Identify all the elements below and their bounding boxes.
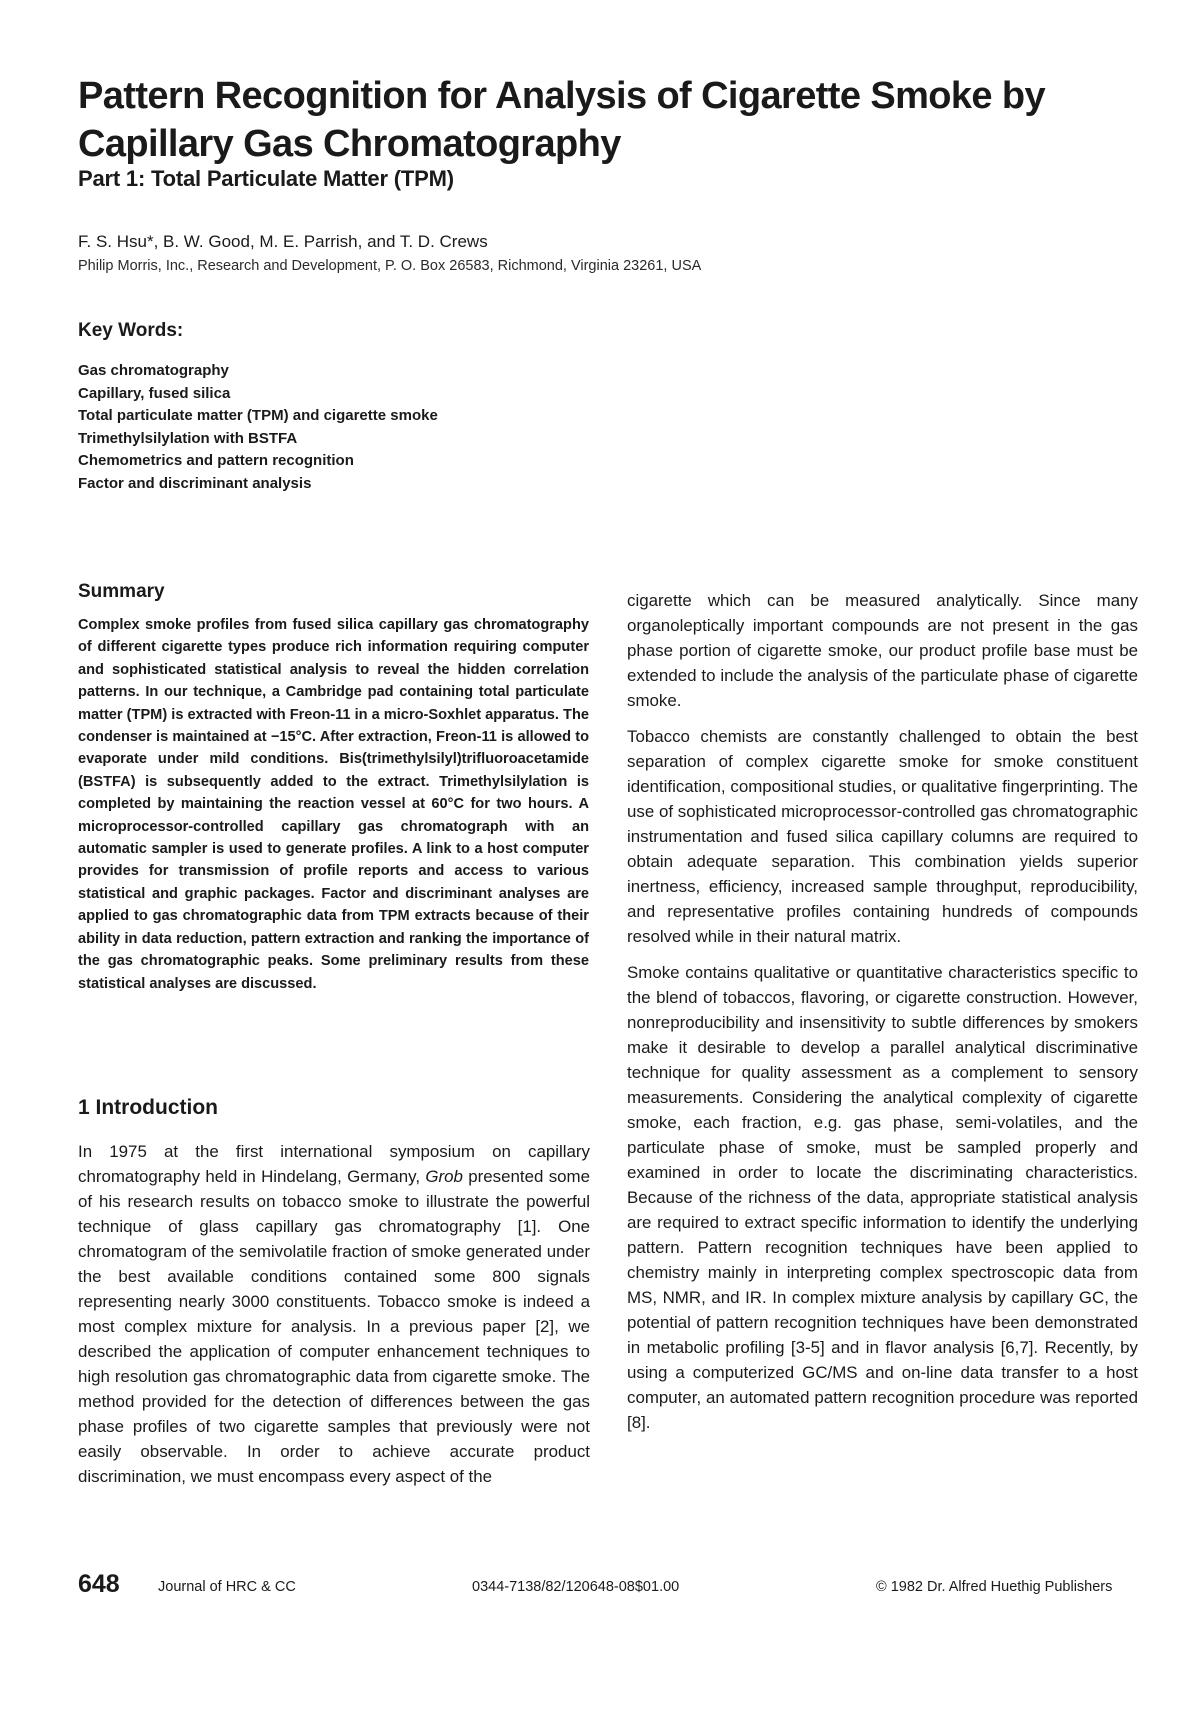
keywords-heading: Key Words: bbox=[78, 320, 184, 341]
affiliation: Philip Morris, Inc., Research and Development, P. O. Box 26583, Richmond, Virginia 23261, USA bbox=[78, 258, 702, 274]
article-code: 0344-7138/82/120648-08$01.00 bbox=[472, 1579, 680, 1595]
keyword-item: Capillary, fused silica bbox=[78, 384, 231, 402]
right-column bbox=[627, 588, 1138, 1446]
keywords-list bbox=[78, 360, 438, 496]
introduction-heading: 1 Introduction bbox=[78, 1096, 218, 1119]
right-column-paragraph: Tobacco chemists are constantly challenged to obtain the best separation of complex cigarette smoke for smoke constituent identification, compositional studies, or qualitative fingerprinting. The use of sophisticated microprocessor-controlled gas chromatographic instrumentation and fused silica capillary columns are required to obtain adequate separation. This combination yields superior inertness, efficiency, increased sample throughput, reproducibility, and representative profiles containing hundreds of compounds resolved while in their natural matrix. bbox=[627, 727, 1138, 946]
keyword-item: Total particulate matter (TPM) and cigarette smoke bbox=[78, 407, 438, 425]
intro-text-part: In 1975 at the first international symposium on capillary chromatography held in Hindelang, Germany, bbox=[78, 1142, 590, 1186]
article-subtitle: Part 1: Total Particulate Matter (TPM) bbox=[78, 166, 454, 191]
summary-heading: Summary bbox=[78, 581, 165, 602]
right-column-paragraph: Smoke contains qualitative or quantitative characteristics specific to the blend of tobaccos, flavoring, or cigarette construction. However, nonreproducibility and insensitivity to subtle differences by smokers make it desirable to develop a parallel analytical discriminative technique for quality assessment as a complement to sensory measurements. Considering the analytical complexity of cigarette smoke, each fraction, e.g. gas phase, semi-volatiles, and the particulate phase of smoke, must be sampled properly and examined in order to locate the discriminating characteristics. Because of the richness of the data, appropriate statistical analysis are required to extract specific information to identify the underlying pattern. Pattern recognition techniques have been applied to chemistry mainly in interpreting complex spectroscopic data from MS, NMR, and IR. In complex mixture analysis by capillary GC, the potential of pattern recognition techniques have been demonstrated in metabolic profiling [3-5] and in flavor analysis [6,7]. Recently, by using a computerized GC/MS and on-line data transfer to a host computer, an automated pattern recognition procedure was reported [8]. bbox=[627, 963, 1138, 1432]
summary-text: Complex smoke profiles from fused silica capillary gas chromatography of different cigarette types produce rich information requiring computer and sophisticated statistical analysis to reveal the hidden correlation patterns. In our technique, a Cambridge pad containing total particulate matter (TPM) is extracted with Freon-11 in a micro-Soxhlet apparatus. The condenser is maintained at −15°C. After extraction, Freon-11 is allowed to evaporate under mild conditions. Bis(trimethylsilyl)trifluoroacetamide (BSTFA) is subsequently added to the extract. Trimethylsilylation is completed by maintaining the reaction vessel at 60°C for two hours. A microprocessor-controlled capillary gas chromatograph with an automatic sampler is used to generate profiles. A link to a host computer provides for transmission of profile reports and access to various statistical and graphic packages. Factor and discriminant analyses are applied to gas chromatographic data from TPM extracts because of their ability in data reduction, pattern extraction and ranking the importance of the gas chromatographic peaks. Some preliminary results from these statistical analyses are discussed. bbox=[78, 617, 589, 992]
intro-author-name: Grob bbox=[425, 1167, 463, 1186]
copyright-notice: © 1982 Dr. Alfred Huethig Publishers bbox=[876, 1579, 1113, 1595]
keyword-item: Gas chromatography bbox=[78, 362, 229, 379]
intro-text-part: presented some of his research results on tobacco smoke to illustrate the powerful technique of glass capillary gas chromatography [1]. One chromatogram of the semivolatile fraction of smoke generated under the best available conditions contained some 800 signals representing nearly 3000 constituents. Tobacco smoke is indeed a most complex mixture for analysis. In a previous paper [2], we described the application of computer enhancement techniques to high resolution gas chromatographic data from cigarette smoke. The method provided for the detection of differences between the gas phase profiles of two cigarette samples that previously were not easily observable. In order to achieve accurate product discrimination, we must encompass every aspect of the bbox=[78, 1167, 591, 1486]
keyword-item: Chemometrics and pattern recognition bbox=[78, 452, 354, 470]
article-title: Pattern Recognition for Analysis of Cigarette Smoke by Capillary Gas Chromatography bbox=[78, 75, 1046, 165]
journal-name: Journal of HRC & CC bbox=[158, 1579, 296, 1595]
introduction-paragraph bbox=[78, 1139, 590, 1489]
authors: F. S. Hsu*, B. W. Good, M. E. Parrish, and T. D. Crews bbox=[78, 232, 488, 251]
page-number: 648 bbox=[78, 1570, 120, 1598]
keyword-item: Factor and discriminant analysis bbox=[78, 474, 312, 492]
keyword-item: Trimethylsilylation with BSTFA bbox=[78, 429, 298, 447]
right-column-paragraph: cigarette which can be measured analytically. Since many organoleptically important compounds are not present in the gas phase portion of cigarette smoke, our product profile base must be extended to include the analysis of the particulate phase of cigarette smoke. bbox=[627, 591, 1138, 710]
